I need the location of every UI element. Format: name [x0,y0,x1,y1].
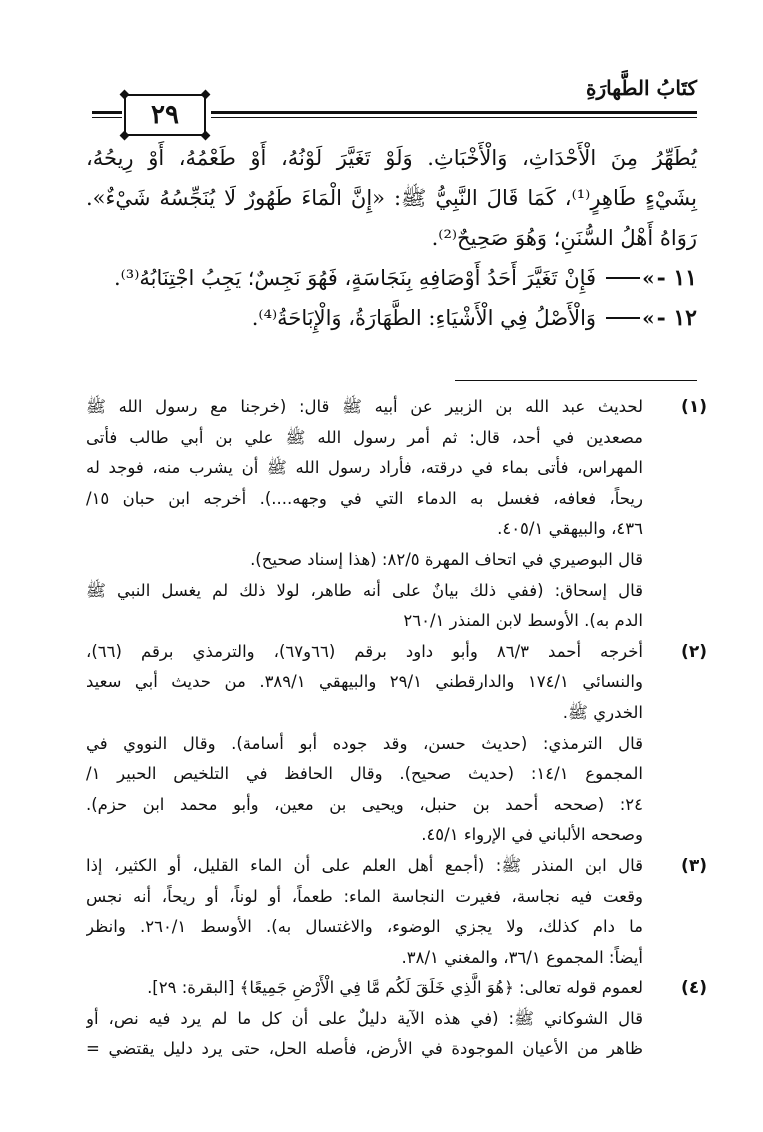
footnote-line: قال إسحاق: (ففي ذلك بيانٌ على أنه طاهر، لولا ذلك لم يغسل النبي ﷺ [86,580,643,600]
rule-item [86,298,697,338]
header-rule-thick [211,111,697,114]
bracket-ornament-icon: » [642,266,655,290]
footnote-number: (٣) [681,855,707,876]
footnote-number: (٤) [681,978,707,999]
footnotes [86,392,707,1065]
footnote-line: مصعدين في أحد، قال: ثم أمر رسول الله ﷺ علي بن أبي طالب فأتى [86,427,643,447]
rule-number: ١٢ - [656,305,697,331]
page-number: ٢٩ [151,100,179,130]
footnote-line: أخرجه أحمد ٨٦/٣ وأبو داود برقم (٦٦و٦٧)، والترمذي برقم (٦٦)، [86,641,643,661]
ornament-icon [201,90,211,100]
main-text-line: يُطَهِّرُ مِنَ الْأَحْدَاثِ، وَالْأَخْبَاثِ. وَلَوْ تَغَيَّرَ لَوْنُهُ، أَوْ طَعْمُهُ، أَوْ رِيحُهُ، [86,146,697,170]
footnote-number: (٢) [681,641,707,662]
footnote-line: لعموم قوله تعالى: ﴿هُوَ الَّذِي خَلَقَ لَكُم مَّا فِي الْأَرْضِ جَمِيعًا﴾ [البقرة: ٢٩]. [147,978,643,998]
footnote-number: (١) [681,397,707,417]
footnote-line: المجموع ١٤/١: (حديث صحيح). وقال الحافظ في التلخيص الحبير ١/ [86,764,643,784]
rule-dash [606,277,640,279]
footnote-line: والنسائي ١٧٤/١ والدارقطني ٢٩/١ والبيهقي ٣٨٩/١. من حديث أبي سعيد [86,672,643,692]
footnote-line: ما دام كذلك، ولا يجزي الوضوء، والاغتسال به). الأوسط ٢٦٠/١. وانظر [86,917,643,937]
header-rule-thin [211,117,697,118]
main-text-line: بِشَيْءٍ طَاهِرٍ⁽¹⁾، كَمَا قَالَ النَّبِيُّ ﷺ: «إِنَّ الْمَاءَ طَهُورٌ لَا يُنَجِّسُهُ شَيْءٌ». [86,186,697,210]
rule-dash [606,317,640,319]
footnote-line: وصححه الألباني في الإرواء ٤٥/١. [421,825,643,845]
footnote [86,392,707,637]
footnote-line: ظاهر من الأعيان الموجودة في الأرض، فأصله الحل، حتى يرد دليل يقتضي = [86,1039,643,1059]
footnote-line: قال ابن المنذر ﷺ: (أجمع أهل العلم على أن الماء القليل، أو الكثير، إذا [86,855,643,875]
rule-marker [602,258,697,298]
footnote-line: ريحاً، فعافه، فغسل به الدماء التي في وجهه....). أخرجه ابن حبان ١٥/ [86,488,643,508]
rule-text: وَالْأَصْلُ فِي الْأَشْيَاءِ: الطَّهَارَةُ، وَالْإِبَاحَةُ⁽⁴⁾. [251,306,597,330]
rule-text: فَإِنْ تَغَيَّرَ أَحَدُ أَوْصَافِهِ بِنَجَاسَةٍ، فَهُوَ نَجِسٌ؛ يَجِبُ اجْتِنَابُهُ⁽³⁾. [113,266,597,290]
footnote-line: الخدري ﷺ. [562,702,643,722]
rule-marker [602,298,697,338]
header-rule-left-thin [92,117,122,118]
book-title: كتَابُ الطَّهارَةِ [586,76,697,100]
footnote-line: لحديث عبد الله بن الزبير عن أبيه ﷺ قال: (خرجنا مع رسول الله ﷺ [86,397,643,416]
footnote-line: قال الشوكاني ﷺ: (في هذه الآية دليلٌ على أن كل ما لم يرد فيه نص، أو [86,1008,643,1028]
page-number-box [124,94,206,136]
page-header [92,70,697,130]
footnote-line: قال الترمذي: (حديث حسن، وقد جوده أبو أسامة). وقال النووي في [86,733,643,753]
footnote-line: المهراس، فأتى بماء في درقته، فأراد رسول الله ﷺ أن يشرب منه، فوجد له [86,458,643,478]
rule-number: ١١ - [656,265,697,291]
footnote-line: قال البوصيري في اتحاف المهرة ٨٢/٥: (هذا إسناد صحيح). [250,549,643,569]
main-text [86,138,697,338]
rule-item [86,258,697,298]
footnote [86,851,707,973]
header-rule-left [92,111,122,114]
footnote-line: الدم به). الأوسط لابن المنذر ٢٦٠/١ [403,611,643,631]
main-text-line: رَوَاهُ أَهْلُ السُّنَنِ؛ وَهُوَ صَحِيحٌ⁽²⁾. [431,226,697,250]
footnote-line: وقعت فيه نجاسة، فغيرت النجاسة الماء: طعماً، أو لوناً، أو ريحاً، أنه نجس [86,886,643,906]
footnote [86,973,707,1065]
footnote-separator [455,380,697,381]
footnote-line: ٢٤: (صححه أحمد بن حنبل، ويحيى بن معين، وأبو محمد ابن حزم). [86,794,643,814]
footnote [86,637,707,851]
footnote-line: أيضاً: المجموع ٣٦/١، والمغني ٣٨/١. [401,947,643,967]
ornament-icon [120,90,130,100]
footnote-line: ٤٣٦، والبيهقي ٤٠٥/١. [497,519,643,539]
bracket-ornament-icon: » [642,306,655,330]
